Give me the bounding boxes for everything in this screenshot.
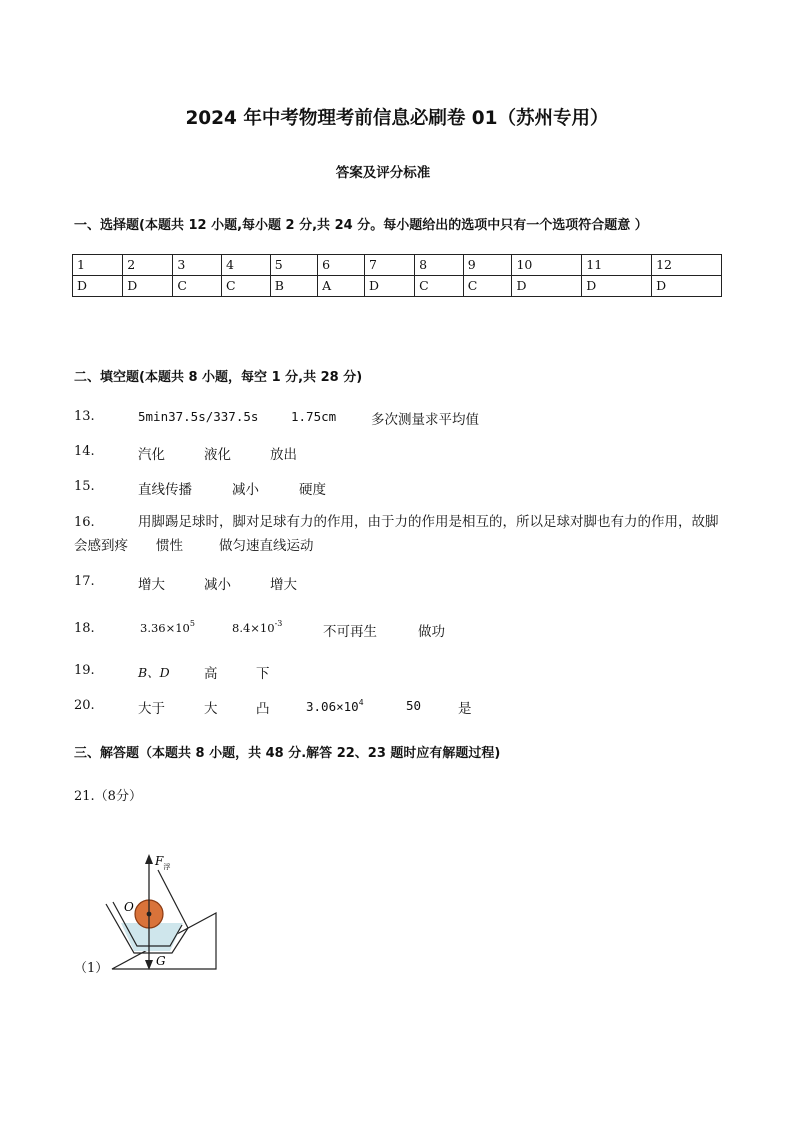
question-number: 19. xyxy=(74,663,95,678)
center-label: O xyxy=(124,900,134,914)
answer-18-1 xyxy=(140,619,195,635)
answer-14-3: 放出 xyxy=(270,447,297,463)
table-cell-answer: D xyxy=(512,276,582,297)
answer-19-2: 高 xyxy=(204,666,218,682)
table-cell-answer: D xyxy=(652,276,722,297)
table-cell-answer: C xyxy=(173,276,222,297)
answer-20-4 xyxy=(306,698,364,714)
answer-19-1: B、D xyxy=(138,665,170,680)
answer-18-1-base: 3.36×10 xyxy=(140,621,190,635)
question-number: 17. xyxy=(74,574,95,589)
table-cell-number: 4 xyxy=(222,255,271,276)
table-cell-number: 6 xyxy=(318,255,365,276)
question-21-label: 21.（8分） xyxy=(74,789,142,804)
answer-20-4-exponent: 4 xyxy=(358,698,364,707)
question-number: 20. xyxy=(74,698,95,713)
table-cell-number: 3 xyxy=(173,255,222,276)
buoyant-force-label: $F_浮$ xyxy=(155,854,171,871)
table-cell-number: 11 xyxy=(582,255,652,276)
answer-table-answer-row xyxy=(73,276,722,297)
answer-20-6: 是 xyxy=(458,701,472,717)
answer-18-2-base: 8.4×10 xyxy=(232,621,275,635)
answer-18-4: 做功 xyxy=(418,624,445,640)
answer-13-3: 多次测量求平均值 xyxy=(371,412,479,428)
answer-20-4-base: 3.06×10 xyxy=(306,699,359,714)
question-number: 18. xyxy=(74,621,95,636)
table-cell-number: 10 xyxy=(512,255,582,276)
answer-18-2 xyxy=(232,619,282,635)
table-cell-answer: D xyxy=(582,276,652,297)
table-cell-answer: B xyxy=(270,276,317,297)
answer-16-2: 惯性 xyxy=(156,538,183,554)
page-subtitle: 答案及评分标准 xyxy=(335,165,431,181)
answer-16-paragraph xyxy=(74,510,724,558)
arrow-up-icon xyxy=(145,854,153,864)
table-cell-answer: A xyxy=(318,276,365,297)
table-cell-number: 5 xyxy=(270,255,317,276)
answer-15-2: 减小 xyxy=(232,482,259,498)
buoyancy-diagram xyxy=(100,850,230,975)
section1-heading: 一、选择题(本题共 12 小题,每小题 2 分,共 24 分。每小题给出的选项中只有一个选项符合题意 ） xyxy=(74,218,648,233)
part-1-label: （1） xyxy=(74,961,109,976)
answer-15-1: 直线传播 xyxy=(138,482,192,498)
answer-14-1: 汽化 xyxy=(138,447,165,463)
answer-17-2: 减小 xyxy=(204,577,231,593)
answer-14-2: 液化 xyxy=(204,447,231,463)
answer-20-1: 大于 xyxy=(138,701,165,717)
answer-18-2-exponent: -3 xyxy=(274,619,283,628)
answer-16-1: 用脚踢足球时，脚对足球有力的作用，由于力的作用是相互的，所以足球对脚也有力的作用，故脚会感到疼 xyxy=(74,514,719,554)
table-cell-number: 8 xyxy=(415,255,464,276)
table-cell-number: 9 xyxy=(463,255,512,276)
answer-18-3: 不可再生 xyxy=(323,624,377,640)
answer-17-3: 增大 xyxy=(270,577,297,593)
gravity-label: G xyxy=(156,954,166,968)
answer-13-1: 5min37.5s/337.5s xyxy=(138,409,259,424)
answer-19-3: 下 xyxy=(256,666,270,682)
answer-20-2: 大 xyxy=(204,701,218,717)
answer-16-3: 做匀速直线运动 xyxy=(219,538,314,554)
answer-20-5: 50 xyxy=(406,698,422,713)
section3-heading: 三、解答题（本题共 8 小题，共 48 分.解答 22、23 题时应有解题过程) xyxy=(74,746,501,761)
answer-table xyxy=(72,254,722,297)
answer-18-1-exponent: 5 xyxy=(189,619,195,628)
question-number: 15. xyxy=(74,479,95,494)
answer-20-3: 凸 xyxy=(256,701,270,717)
table-cell-answer: C xyxy=(415,276,464,297)
question-number: 14. xyxy=(74,444,95,459)
table-cell-answer: C xyxy=(463,276,512,297)
table-cell-answer: D xyxy=(123,276,173,297)
table-cell-number: 12 xyxy=(652,255,722,276)
table-cell-answer: D xyxy=(364,276,414,297)
page-title: 2024 年中考物理考前信息必刷卷 01（苏州专用） xyxy=(185,108,609,129)
answer-17-1: 增大 xyxy=(138,577,165,593)
question-number: 13. xyxy=(74,409,95,424)
answer-table-number-row xyxy=(73,255,722,276)
table-cell-number: 1 xyxy=(73,255,123,276)
table-cell-answer: D xyxy=(73,276,123,297)
question-number: 16. xyxy=(74,515,95,530)
table-cell-number: 2 xyxy=(123,255,173,276)
answer-15-3: 硬度 xyxy=(299,482,326,498)
table-cell-number: 7 xyxy=(364,255,414,276)
table-cell-answer: C xyxy=(222,276,271,297)
answer-13-2: 1.75cm xyxy=(291,409,337,424)
section2-heading: 二、填空题(本题共 8 小题，每空 1 分,共 28 分) xyxy=(74,370,363,385)
